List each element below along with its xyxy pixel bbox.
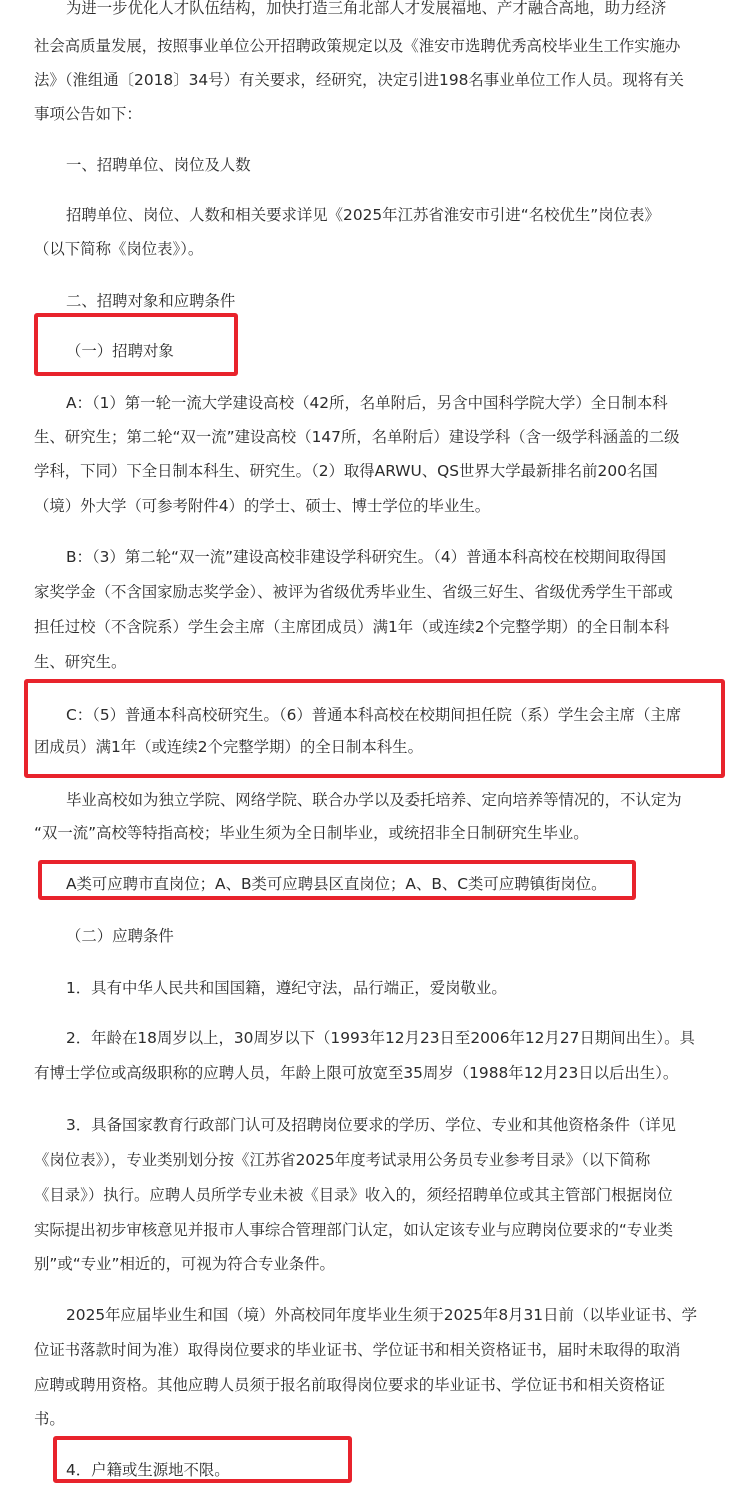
text-line: 团成员）满1年（或连续2个完整学期）的全日制本科生。 — [34, 738, 423, 756]
text-line: 3．具备国家教育行政部门认可及招聘岗位要求的学历、学位、专业和其他资格条件（详见 — [66, 1116, 677, 1134]
text-line: A类可应聘市直岗位；A、B类可应聘县区直岗位；A、B、C类可应聘镇街岗位。 — [66, 875, 607, 893]
text-line: “双一流”高校等特指高校；毕业生须为全日制毕业，或统招非全日制研究生毕业。 — [34, 824, 589, 842]
text-line: 毕业高校如为独立学院、网络学院、联合办学以及委托培养、定向培养等情况的，不认定为 — [66, 791, 682, 809]
text-line: 学科，下同）下全日制本科生、研究生。（2）取得ARWU、QS世界大学最新排名前200名国 — [34, 462, 658, 480]
text-line: C：（5）普通本科高校研究生。（6）普通本科高校在校期间担任院（系）学生会主席（主席 — [66, 706, 682, 724]
text-line: 实际提出初步审核意见并报市人事综合管理部门认定，如认定该专业与应聘岗位要求的“专业类 — [34, 1221, 673, 1239]
text-line: 事项公告如下： — [34, 105, 142, 123]
text-line: 位证书落款时间为准）取得岗位要求的毕业证书、学位证书和相关资格证书，届时未取得的取消 — [34, 1341, 681, 1359]
text-line: （境）外大学（可参考附件4）的学士、硕士、博士学位的毕业生。 — [34, 497, 491, 515]
highlight-box-category-c — [24, 679, 725, 778]
subsection-heading: （一）招聘对象 — [66, 342, 174, 360]
text-line: 《目录》）执行。应聘人员所学专业未被《目录》收入的，须经招聘单位或其主管部门根据岗位 — [34, 1186, 673, 1204]
text-line: 家奖学金（不含国家励志奖学金）、被评为省级优秀毕业生、省级三好生、省级优秀学生干部或 — [34, 583, 673, 601]
text-line: 为进一步优化人才队伍结构，加快打造三角北部人才发展福地、产才融合高地，助力经济 — [66, 0, 667, 17]
text-line: 2．年龄在18周岁以上，30周岁以下（1993年12月23日至2006年12月27日期间出生）。具 — [66, 1029, 695, 1047]
text-line: 1．具有中华人民共和国国籍，遵纪守法，品行端正，爱岗敬业。 — [66, 979, 507, 997]
text-line: 有博士学位或高级职称的应聘人员，年龄上限可放宽至35周岁（1988年12月23日以后出生）。 — [34, 1064, 679, 1082]
text-line: （以下简称《岗位表》）。 — [34, 240, 204, 258]
text-line: A：（1）第一轮一流大学建设高校（42所，名单附后，另含中国科学院大学）全日制本科 — [66, 394, 668, 412]
section-heading: 二、招聘对象和应聘条件 — [66, 292, 236, 310]
text-line: 应聘或聘用资格。其他应聘人员须于报名前取得岗位要求的毕业证书、学位证书和相关资格证 — [34, 1376, 666, 1394]
text-line: 书。 — [34, 1410, 65, 1428]
text-line: 生、研究生。 — [34, 653, 127, 671]
text-line: B：（3）第二轮“双一流”建设高校非建设学科研究生。（4）普通本科高校在校期间取得国 — [66, 548, 667, 566]
text-line: 法》（淮组通〔2018〕34号）有关要求，经研究，决定引进198名事业单位工作人员。现将有关 — [34, 71, 684, 89]
text-line: 4．户籍或生源地不限。 — [66, 1461, 230, 1479]
text-line: 《岗位表》），专业类别划分按《江苏省2025年度考试录用公务员专业参考目录》（以下简称 — [34, 1151, 651, 1169]
text-line: 担任过校（不含院系）学生会主席（主席团成员）满1年（或连续2个完整学期）的全日制本科 — [34, 618, 670, 636]
text-line: 社会高质量发展，按照事业单位公开招聘政策规定以及《淮安市选聘优秀高校毕业生工作实施办 — [34, 37, 681, 55]
subsection-heading: （二）应聘条件 — [66, 927, 174, 945]
text-line: 2025年应届毕业生和国（境）外高校同年度毕业生须于2025年8月31日前（以毕业证书、学 — [66, 1306, 697, 1324]
text-line: 招聘单位、岗位、人数和相关要求详见《2025年江苏省淮安市引进“名校优生”岗位表》 — [66, 206, 660, 224]
section-heading: 一、招聘单位、岗位及人数 — [66, 156, 251, 174]
text-line: 生、研究生；第二轮“双一流”建设高校（147所，名单附后）建设学科（含一级学科涵盖的二级 — [34, 428, 680, 446]
text-line: 别”或“专业”相近的，可视为符合专业条件。 — [34, 1255, 335, 1273]
